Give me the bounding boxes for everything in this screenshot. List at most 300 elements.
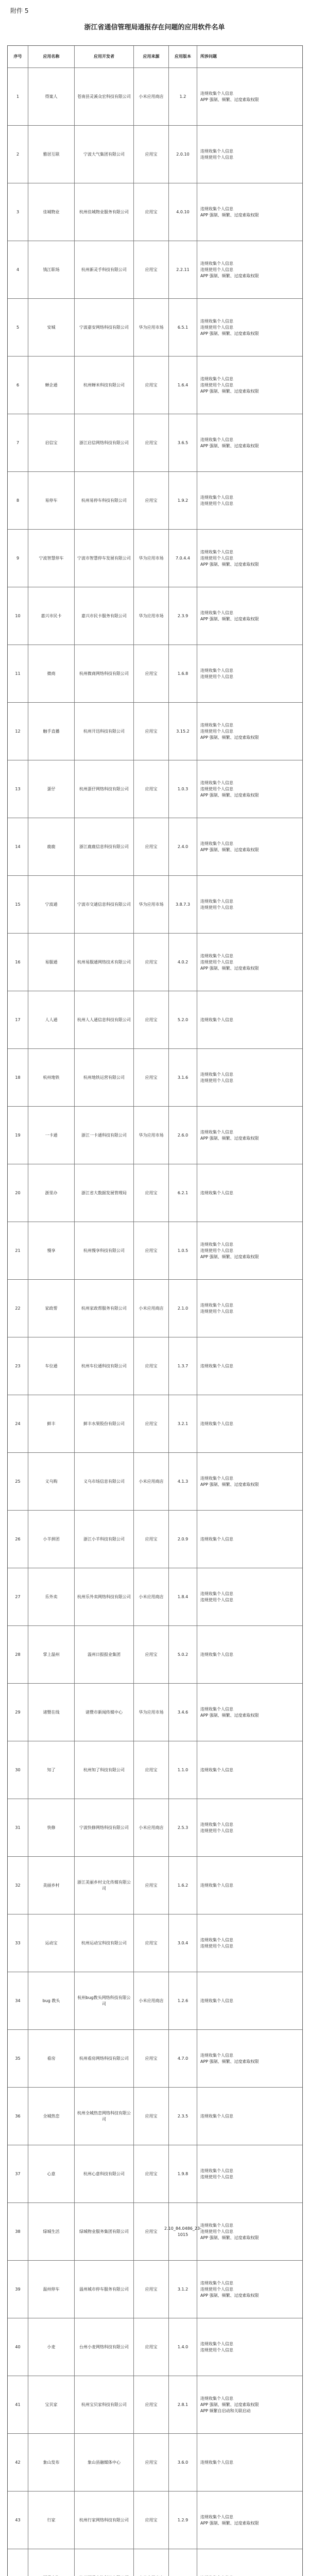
- cell-version: 1.0.5: [169, 1222, 197, 1279]
- cell-developer: 浙江小羊科技有限公司: [75, 1511, 134, 1568]
- cell-developer: 诸暨市新闻传媒中心: [75, 1684, 134, 1741]
- issue-item: 违规收集个人信息: [200, 1591, 233, 1596]
- cell-source: 应用宝: [134, 1857, 169, 1914]
- cell-no: 5: [8, 299, 28, 356]
- cell-developer: 杭州蝉米科技有限公司: [75, 357, 134, 414]
- cell-app-name: 宁波智慧停车: [28, 530, 75, 587]
- cell-source: 应用宝: [134, 183, 169, 241]
- cell-issues: [197, 587, 302, 645]
- table-row: [8, 1568, 302, 1626]
- issue-item: APP 强制、频繁、过度索取权限: [200, 1482, 259, 1487]
- cell-version: 5.2.0: [169, 991, 197, 1048]
- issue-list: [200, 1998, 233, 2004]
- cell-app-name: 小麦: [28, 2318, 75, 2376]
- cell-issues: [197, 299, 302, 356]
- cell-source: 华为应用市场: [134, 530, 169, 587]
- issue-item: APP 强制、频繁、过度索取权限: [200, 792, 259, 798]
- cell-no: 33: [8, 1914, 28, 1972]
- issue-list: [200, 1822, 233, 1834]
- cell-developer: 绿城物业服务集团有限公司: [75, 2203, 134, 2260]
- cell-version: 4.1.3: [169, 1453, 197, 1510]
- table-row: [8, 1164, 302, 1222]
- issue-item: APP 强制、频繁、过度索取权限: [200, 1713, 259, 1718]
- issue-list: [200, 318, 259, 337]
- cell-issues: [197, 2088, 302, 2145]
- cell-app-name: 佳城物业: [28, 183, 75, 241]
- table-row: [8, 241, 302, 299]
- issue-item: APP 强制、频繁、过度索取权限: [200, 2235, 259, 2240]
- cell-version: 2.3.9: [169, 587, 197, 645]
- cell-developer: 温州日报报业集团: [75, 1626, 134, 1683]
- issue-item: 违规使用个人信息: [200, 959, 233, 964]
- cell-issues: [197, 1857, 302, 1914]
- issue-list: [200, 2460, 233, 2466]
- table-row: [8, 2318, 302, 2376]
- cell-no: 16: [8, 934, 28, 991]
- cell-no: 14: [8, 818, 28, 875]
- cell-no: 26: [8, 1511, 28, 1568]
- cell-app-name: 人人通: [28, 991, 75, 1048]
- cell-app-name: 易服通: [28, 934, 75, 991]
- issue-list: [200, 1363, 233, 1369]
- cell-source: 应用宝: [134, 1626, 169, 1683]
- table-row: [8, 1049, 302, 1107]
- table-row: [8, 183, 302, 241]
- issue-item: 违规使用个人信息: [200, 2229, 233, 2234]
- cell-version: 4.7.0: [169, 2030, 197, 2087]
- cell-source: 应用宝: [134, 2261, 169, 2318]
- cell-version: 2.1.0: [169, 1280, 197, 1337]
- issue-list: [200, 1652, 233, 1658]
- issue-item: 违规收集个人信息: [200, 495, 233, 500]
- cell-source: 应用宝: [134, 2030, 169, 2087]
- issue-item: APP 强制、频繁、过度索取权限: [200, 331, 259, 336]
- cell-version: 1.6.4: [169, 357, 197, 414]
- issue-list: [200, 1883, 233, 1889]
- cell-app-name: 快修: [28, 1799, 75, 1856]
- cell-developer: 杭州看房网络科技有限公司: [75, 2030, 134, 2087]
- issue-item: 违规使用个人信息: [200, 1943, 233, 1948]
- table-row: [8, 587, 302, 645]
- issue-item: 违规收集个人信息: [200, 1822, 233, 1827]
- issue-item: 违规收集个人信息: [200, 437, 233, 442]
- cell-source: 小米应用商店: [134, 1972, 169, 2029]
- cell-no: 34: [8, 1972, 28, 2029]
- table-row: [8, 1799, 302, 1857]
- cell-version: 1.2.9: [169, 2492, 197, 2549]
- issue-item: 违规使用个人信息: [200, 786, 233, 791]
- header-developer: 应用开发者: [75, 46, 134, 67]
- table-row: [8, 1972, 302, 2030]
- cell-app-name: 全城热恋: [28, 2088, 75, 2145]
- cell-source: 应用宝: [134, 2088, 169, 2145]
- cell-version: 5.0.2: [169, 1626, 197, 1683]
- cell-issues: [197, 703, 302, 760]
- cell-app-name: 蛋仔: [28, 760, 75, 818]
- cell-issues: [197, 1222, 302, 1279]
- table-row: [8, 68, 302, 126]
- table-row: [8, 703, 302, 760]
- issue-list: [200, 2514, 259, 2527]
- header-no: 序号: [8, 46, 28, 67]
- cell-issues: [197, 2145, 302, 2202]
- cell-no: 42: [8, 2434, 28, 2491]
- cell-source: 应用宝: [134, 2434, 169, 2491]
- cell-issues: [197, 1626, 302, 1683]
- table-header: [8, 46, 302, 68]
- table-row: [8, 2376, 302, 2434]
- cell-issues: [197, 1395, 302, 1452]
- cell-issues: [197, 472, 302, 529]
- issue-item: 违规收集个人信息: [200, 899, 233, 904]
- cell-version: 1.1.0: [169, 1741, 197, 1799]
- cell-source: 应用宝: [134, 1395, 169, 1452]
- cell-source: 应用宝: [134, 472, 169, 529]
- issue-item: 违规使用个人信息: [200, 501, 233, 506]
- cell-no: 9: [8, 530, 28, 587]
- cell-issues: [197, 2318, 302, 2376]
- cell-version: 2.0.10: [169, 126, 197, 183]
- cell-version: 1.6.2: [169, 1857, 197, 1914]
- table-row: [8, 299, 302, 357]
- issue-list: [200, 2280, 259, 2299]
- issue-list: [200, 899, 233, 911]
- issue-list: [200, 2341, 233, 2353]
- cell-no: 22: [8, 1280, 28, 1337]
- issue-item: APP 强制、频繁、过度索取权限: [200, 1136, 259, 1141]
- cell-issues: [197, 530, 302, 587]
- cell-no: 39: [8, 2261, 28, 2318]
- cell-app-name: 心意: [28, 2145, 75, 2202]
- cell-issues: [197, 183, 302, 241]
- cell-developer: 杭州易服通网络技术有限公司: [75, 934, 134, 991]
- cell-developer: [75, 2549, 134, 2576]
- issue-item: 违规收集个人信息: [200, 841, 233, 846]
- cell-issues: [197, 2376, 302, 2433]
- table-row: [8, 1222, 302, 1280]
- cell-issues: [197, 1164, 302, 1222]
- cell-source: 应用宝: [134, 414, 169, 471]
- cell-developer: 浙江启信网络科技有限公司: [75, 414, 134, 471]
- header-version: 应用版本: [169, 46, 197, 67]
- issue-item: 违规使用个人信息: [200, 1309, 233, 1314]
- cell-version: [169, 2549, 197, 2576]
- issue-item: 违规收集个人信息: [200, 1129, 233, 1134]
- issue-item: 违规收集个人信息: [200, 668, 233, 673]
- issue-item: 违规收集个人信息: [200, 1767, 233, 1772]
- cell-version: 1.3.7: [169, 1337, 197, 1395]
- cell-no: [8, 2549, 28, 2576]
- cell-app-name: 乐外卖: [28, 1568, 75, 1625]
- issue-list: [200, 1476, 259, 1488]
- issue-item: 违规收集个人信息: [200, 1998, 233, 2003]
- cell-issues: [197, 1107, 302, 1164]
- page-title: 浙江省通信管理局通报存在问题的应用软件名单: [84, 24, 225, 31]
- issue-item: 违规收集个人信息: [200, 261, 233, 266]
- cell-developer: 杭州蛋仔网络科技有限公司: [75, 760, 134, 818]
- issue-item: 违规收集个人信息: [200, 1476, 233, 1481]
- cell-no: 6: [8, 357, 28, 414]
- cell-no: 11: [8, 645, 28, 702]
- cell-developer: 杭州新灵手科技有限公司: [75, 241, 134, 298]
- cell-app-name: 行家: [28, 2492, 75, 2549]
- issue-item: APP 频繁自启动和关联启动: [200, 2408, 251, 2413]
- table-row: [8, 991, 302, 1049]
- cell-developer: 鲜丰水果股份有限公司: [75, 1395, 134, 1452]
- cell-issues: [197, 357, 302, 414]
- app-list-table: [7, 45, 303, 2576]
- issue-item: 违规使用个人信息: [200, 728, 233, 734]
- cell-issues: [197, 876, 302, 933]
- cell-developer: 杭州乐外卖网络科技有限公司: [75, 1568, 134, 1625]
- cell-source: 华为应用市场: [134, 587, 169, 645]
- table-row: [8, 1453, 302, 1511]
- table-row: [8, 2203, 302, 2261]
- cell-source: 应用宝: [134, 991, 169, 1048]
- table-row: [8, 1626, 302, 1684]
- table-row: [8, 2492, 302, 2549]
- cell-issues: [197, 241, 302, 298]
- issue-item: 违规收集个人信息: [200, 549, 233, 554]
- cell-no: 4: [8, 241, 28, 298]
- table-row: [8, 2434, 302, 2492]
- issue-list: [200, 1072, 233, 1084]
- cell-app-name: 温州停车: [28, 2261, 75, 2318]
- cell-version: 2.5.3: [169, 1799, 197, 1856]
- cell-app-name: 触手直播: [28, 703, 75, 760]
- cell-issues: [197, 1741, 302, 1799]
- issue-list: [200, 2223, 259, 2241]
- issue-list: [200, 2168, 233, 2180]
- cell-source: 应用宝: [134, 818, 169, 875]
- cell-app-name: 蝉企通: [28, 357, 75, 414]
- table-row: [8, 1395, 302, 1453]
- cell-developer: 杭州运动宝科技有限公司: [75, 1914, 134, 1972]
- issue-item: APP 强制、频繁、过度索取权限: [200, 2402, 259, 2407]
- issue-item: APP 强制、频繁、过度索取权限: [200, 2520, 259, 2526]
- cell-developer: 杭州行家网络科技有限公司: [75, 2492, 134, 2549]
- issue-item: 违规使用个人信息: [200, 325, 233, 330]
- table-row: [8, 472, 302, 530]
- cell-developer: 杭州车位通科技有限公司: [75, 1337, 134, 1395]
- cell-app-name: 鲜丰: [28, 1395, 75, 1452]
- cell-source: 华为应用市场: [134, 876, 169, 933]
- issue-item: APP 强制、频繁、过度索取权限: [200, 443, 259, 448]
- cell-app-name: 鹿鹿: [28, 818, 75, 875]
- cell-developer: 杭州家政帮服务有限公司: [75, 1280, 134, 1337]
- cell-issues: [197, 68, 302, 125]
- cell-issues: [197, 760, 302, 818]
- issue-item: 违规收集个人信息: [200, 1937, 233, 1942]
- cell-source: 应用宝: [134, 703, 169, 760]
- issue-item: 违规收集个人信息: [200, 1536, 233, 1541]
- cell-source: 应用宝: [134, 1164, 169, 1222]
- cell-issues: [197, 1511, 302, 1568]
- table-row: [8, 2549, 302, 2576]
- cell-issues: [197, 991, 302, 1048]
- cell-app-name: 宝贝家: [28, 2376, 75, 2433]
- cell-app-name: [28, 2549, 75, 2576]
- issue-list: [200, 91, 259, 103]
- cell-developer: 杭州微商网络科技有限公司: [75, 645, 134, 702]
- cell-developer: 嘉兴市民卡服务有限公司: [75, 587, 134, 645]
- cell-no: 19: [8, 1107, 28, 1164]
- cell-app-name: 雅居互联: [28, 126, 75, 183]
- table-row: [8, 1511, 302, 1568]
- table-row: [8, 530, 302, 587]
- cell-no: 2: [8, 126, 28, 183]
- cell-no: 38: [8, 2203, 28, 2260]
- cell-app-name: 掌上温州: [28, 1626, 75, 1683]
- cell-version: 3.0.4: [169, 1914, 197, 1972]
- cell-issues: [197, 1568, 302, 1625]
- cell-issues: [197, 2549, 302, 2576]
- cell-developer: 杭州易停车科技有限公司: [75, 472, 134, 529]
- cell-version: 6.2.1: [169, 1164, 197, 1222]
- cell-developer: 杭州宝贝家科技有限公司: [75, 2376, 134, 2433]
- issue-item: 违规收集个人信息: [200, 206, 233, 211]
- issue-list: [200, 610, 259, 622]
- cell-source: 应用宝: [134, 1914, 169, 1972]
- cell-issues: [197, 645, 302, 702]
- issue-list: [200, 206, 259, 218]
- table-body: [8, 68, 302, 2576]
- cell-version: 1.2: [169, 68, 197, 125]
- cell-app-name: 家政帮: [28, 1280, 75, 1337]
- cell-app-name: 象山发布: [28, 2434, 75, 2491]
- cell-version: 6.5.1: [169, 299, 197, 356]
- issue-item: 违规使用个人信息: [200, 1597, 233, 1602]
- cell-no: 13: [8, 760, 28, 818]
- issue-item: 违规使用个人信息: [200, 155, 233, 160]
- cell-issues: [197, 1684, 302, 1741]
- table-row: [8, 2030, 302, 2088]
- cell-no: 41: [8, 2376, 28, 2433]
- cell-issues: [197, 1453, 302, 1510]
- issue-item: 违规收集个人信息: [200, 1017, 233, 1022]
- table-row: [8, 1280, 302, 1337]
- issue-list: [200, 495, 233, 507]
- cell-issues: [197, 1049, 302, 1106]
- issue-list: [200, 1591, 233, 1603]
- cell-app-name: 得案人: [28, 68, 75, 125]
- issue-item: 违规使用个人信息: [200, 1828, 233, 1833]
- issue-list: [200, 2053, 259, 2065]
- cell-app-name: 安城: [28, 299, 75, 356]
- issue-list: [200, 953, 259, 972]
- issue-item: 违规收集个人信息: [200, 610, 233, 615]
- issue-item: 违规收集个人信息: [200, 1190, 233, 1195]
- issue-item: 违规收集个人信息: [200, 1883, 233, 1888]
- cell-version: 3.2.1: [169, 1395, 197, 1452]
- cell-source: 小米应用商店: [134, 1568, 169, 1625]
- cell-developer: 温州城市停车服务有限公司: [75, 2261, 134, 2318]
- issue-item: APP 强制、频繁、过度索取权限: [200, 616, 259, 621]
- cell-developer: 杭州佳城物业服务有限公司: [75, 183, 134, 241]
- cell-app-name: 诸暨在线: [28, 1684, 75, 1741]
- cell-no: 24: [8, 1395, 28, 1452]
- issue-list: [200, 1129, 259, 1142]
- cell-source: 应用宝: [134, 357, 169, 414]
- cell-issues: [197, 2261, 302, 2318]
- cell-no: 37: [8, 2145, 28, 2202]
- issue-item: 违规收集个人信息: [200, 318, 233, 324]
- issue-item: 违规收集个人信息: [200, 91, 233, 96]
- issue-item: 违规收集个人信息: [200, 1706, 233, 1711]
- cell-source: 应用宝: [134, 760, 169, 818]
- cell-developer: 宁波市交通信息科技有限公司: [75, 876, 134, 933]
- issue-list: [200, 1190, 233, 1196]
- cell-source: 应用宝: [134, 2492, 169, 2549]
- issue-item: 违规收集个人信息: [200, 376, 233, 381]
- cell-developer: 杭州bug教头网络科技有限公司: [75, 1972, 134, 2029]
- issue-item: 违规使用个人信息: [200, 2347, 233, 2352]
- issue-item: APP 强制、频繁、过度索取权限: [200, 97, 259, 102]
- cell-developer: 杭州知了科技有限公司: [75, 1741, 134, 1799]
- cell-version: 1.2.6: [169, 1972, 197, 2029]
- issue-item: 违规收集个人信息: [200, 1242, 233, 1247]
- cell-source: 小米应用商店: [134, 1453, 169, 1510]
- cell-app-name: 车位通: [28, 1337, 75, 1395]
- cell-no: 31: [8, 1799, 28, 1856]
- cell-developer: 宁波快修网络科技有限公司: [75, 1799, 134, 1856]
- cell-developer: 杭州开迅科技有限公司: [75, 703, 134, 760]
- cell-no: 43: [8, 2492, 28, 2549]
- issue-item: 违规收集个人信息: [200, 953, 233, 958]
- cell-source: 华为应用市场: [134, 299, 169, 356]
- cell-issues: [197, 2030, 302, 2087]
- issue-item: 违规使用个人信息: [200, 674, 233, 679]
- issue-item: 违规收集个人信息: [200, 1363, 233, 1368]
- issue-list: [200, 1421, 233, 1427]
- cell-developer: 宁波大气集团有限公司: [75, 126, 134, 183]
- cell-version: 1.9.2: [169, 472, 197, 529]
- cell-source: 华为应用市场: [134, 1684, 169, 1741]
- issue-list: [200, 1302, 233, 1315]
- cell-no: 10: [8, 587, 28, 645]
- cell-version: 3.1.2: [169, 2261, 197, 2318]
- table-row: [8, 357, 302, 414]
- cell-developer: 浙江鹿鹿信息科技有限公司: [75, 818, 134, 875]
- issue-item: 违规使用个人信息: [200, 267, 233, 272]
- cell-version: 2.0.9: [169, 1511, 197, 1568]
- cell-source: [134, 2549, 169, 2576]
- cell-developer: 杭州心意科技有限公司: [75, 2145, 134, 2202]
- issue-list: [200, 1937, 233, 1950]
- cell-app-name: 宁波通: [28, 876, 75, 933]
- cell-no: 40: [8, 2318, 28, 2376]
- cell-developer: 台州小麦网络科技有限公司: [75, 2318, 134, 2376]
- cell-no: 32: [8, 1857, 28, 1914]
- issue-item: APP 强制、频繁、过度索取权限: [200, 1254, 259, 1259]
- cell-issues: [197, 818, 302, 875]
- cell-no: 35: [8, 2030, 28, 2087]
- cell-no: 21: [8, 1222, 28, 1279]
- table-row: [8, 126, 302, 183]
- cell-source: 应用宝: [134, 1049, 169, 1106]
- cell-source: 应用宝: [134, 2203, 169, 2260]
- cell-developer: 宁波嘉安网络科技有限公司: [75, 299, 134, 356]
- issue-item: 违规使用个人信息: [200, 382, 233, 387]
- cell-no: 12: [8, 703, 28, 760]
- cell-no: 25: [8, 1453, 28, 1510]
- cell-version: 2.10_84.0486_23-1015: [169, 2203, 197, 2260]
- issue-item: 违规收集个人信息: [200, 780, 233, 785]
- cell-developer: 杭州慢享科技有限公司: [75, 1222, 134, 1279]
- table-row: [8, 1857, 302, 1914]
- issue-item: APP 强制、频繁、过度索取权限: [200, 388, 259, 394]
- cell-version: 2.2.11: [169, 241, 197, 298]
